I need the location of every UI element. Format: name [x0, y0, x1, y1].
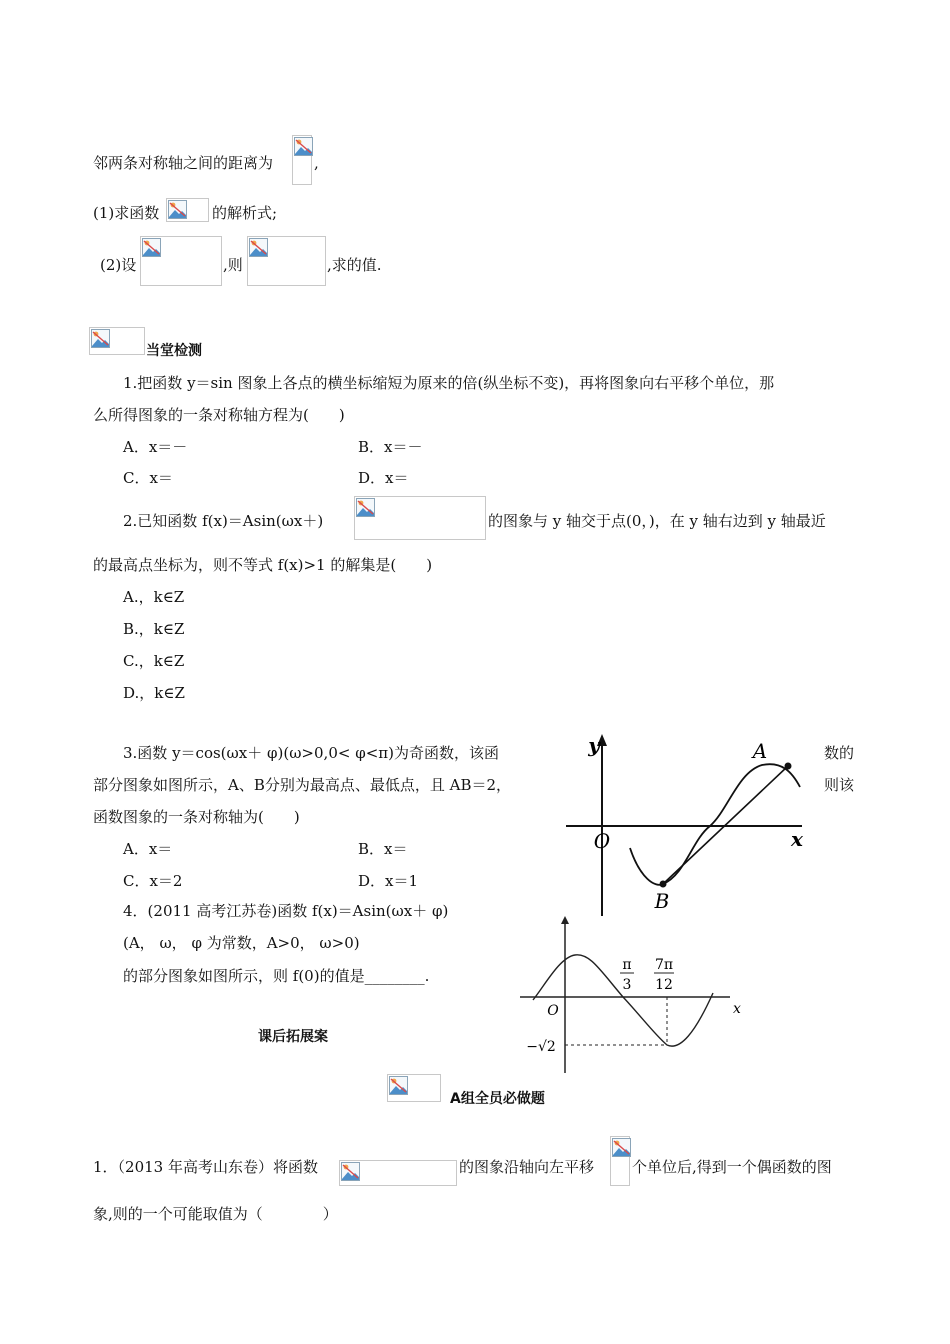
problem-1-line-1: 1.把函数 y＝sin 图象上各点的横坐标缩短为原来的倍(纵坐标不变)，再将图象向右平移个单位，那 [123, 374, 775, 392]
x-axis-label: x [791, 827, 803, 851]
problem-3-option-c: C．x＝2 [123, 872, 183, 890]
x-axis-label: x [733, 1001, 741, 1017]
intro-text: 邻两条对称轴之间的距离为 [93, 154, 274, 172]
section-icon-placeholder [387, 1074, 441, 1102]
formula-image-placeholder [247, 236, 326, 286]
problem-3-option-d: D．x＝1 [358, 872, 419, 890]
problem-3-line-2: 部分图象如图所示，A、B分别为最高点、最低点，且 AB＝2， [93, 776, 512, 794]
section-icon-placeholder [89, 327, 145, 355]
problem-3-line-2-right: 则该 [824, 776, 855, 794]
point-b-label: B [654, 889, 670, 913]
formula-image-placeholder [292, 135, 312, 185]
problem-3-option-a: A．x＝ [123, 840, 173, 858]
problem-2-option-a: A.，k∈Z [123, 588, 185, 606]
y-axis-label: y [588, 733, 600, 757]
question-2-text-mid: ,则 [223, 256, 243, 274]
tick-pi: π [622, 957, 632, 973]
problem-3-line-1: 3.函数 y＝cos(ωx＋ φ)(ω>0,0< φ<π)为奇函数，该函 [123, 744, 499, 762]
group-a-question-1-mid: 的图象沿轴向左平移 [459, 1158, 595, 1176]
formula-image-placeholder [140, 236, 222, 286]
formula-image-placeholder [610, 1136, 630, 1186]
tick-3: 3 [622, 977, 632, 993]
problem-1-option-c: C．x＝ [123, 469, 173, 487]
group-a-question-1-line-2: 象,则的一个可能取值为（ ） [93, 1205, 338, 1223]
problem-2-option-d: D.，k∈Z [123, 684, 185, 702]
problem-3-line-3: 函数图象的一条对称轴为( ) [93, 808, 300, 826]
problem-2-line-2: 的最高点坐标为，则不等式 f(x)>1 的解集是( ) [93, 556, 433, 574]
section-heading-after-class: 课后拓展案 [258, 1029, 328, 1045]
problem-2-line-1-end: 的图象与 y 轴交于点(0，)，在 y 轴右边到 y 轴最近 [488, 512, 826, 530]
problem-2-line-1: 2.已知函数 f(x)＝Asin(ωx＋) [123, 512, 324, 530]
problem-3-option-b: B．x＝ [358, 840, 408, 858]
question-1-text-end: 的解析式; [212, 204, 278, 222]
tick-7pi: 7π [654, 957, 674, 973]
group-a-question-1-end: 个单位后,得到一个偶函数的图 [632, 1158, 832, 1176]
origin-label: O [547, 1003, 559, 1019]
question-2-text-end: ,求的值. [327, 256, 382, 274]
punctuation: , [314, 154, 319, 172]
question-2-text: (2)设 [100, 256, 137, 274]
formula-image-placeholder [166, 198, 209, 222]
neg-sqrt2-label: −√2 [526, 1039, 556, 1055]
formula-image-placeholder [354, 496, 486, 540]
problem-1-line-2: 么所得图象的一条对称轴方程为( ) [93, 406, 345, 424]
problem-2-option-b: B.，k∈Z [123, 620, 185, 638]
point-a-label: A [752, 739, 768, 763]
figure-cosine-graph [560, 730, 815, 920]
problem-1-option-a: A．x＝－ [123, 438, 188, 456]
section-heading-check: 当堂检测 [146, 343, 202, 359]
problem-3-line-1-right: 数的 [824, 744, 855, 762]
problem-1-option-d: D．x＝ [358, 469, 409, 487]
problem-1-option-b: B．x＝－ [358, 438, 423, 456]
origin-label: O [593, 829, 611, 853]
formula-image-placeholder [339, 1160, 457, 1186]
section-heading-group-a: A组全员必做题 [450, 1091, 545, 1107]
group-a-question-1: 1．（2013 年高考山东卷）将函数 [93, 1158, 318, 1176]
problem-4-line-1: 4．(2011 高考江苏卷)函数 f(x)＝Asin(ωx＋ φ) [123, 902, 449, 920]
question-1-text: (1)求函数 [93, 204, 160, 222]
figure-sine-graph [515, 915, 755, 1075]
problem-2-option-c: C.，k∈Z [123, 652, 185, 670]
problem-4-line-3: 的部分图象如图所示，则 f(0)的值是________. [123, 967, 430, 985]
problem-4-line-2: (A， ω， φ 为常数，A>0， ω>0) [123, 934, 360, 952]
tick-12: 12 [655, 977, 673, 993]
